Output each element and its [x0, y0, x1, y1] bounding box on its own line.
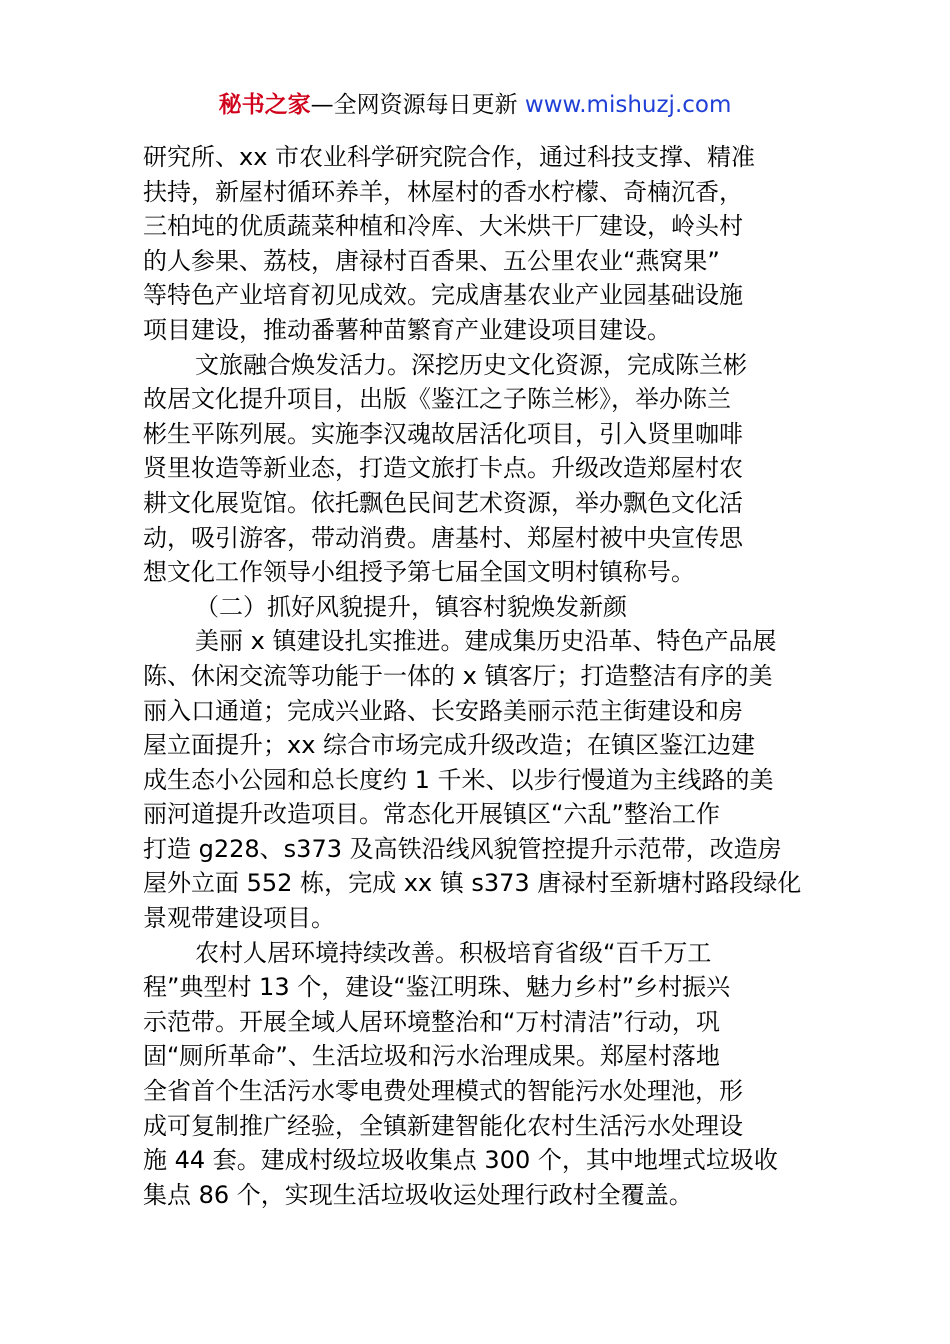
header-brand: 秘书之家	[218, 92, 311, 118]
text-line: 贤里妆造等新业态，打造文旅打卡点。升级改造郑屋村农	[143, 454, 743, 483]
page-header	[0, 88, 950, 122]
text-line: 的人参果、荔枝，唐禄村百香果、五公里农业“燕窝果”	[143, 246, 720, 275]
text-line: 研究所、xx 市农业科学研究院合作，通过科技支撑、精准	[143, 143, 756, 171]
paragraph-start-line: 农村人居环境持续改善。积极培育省级“百千万工	[195, 938, 712, 967]
text-line: 丽入口通道；完成兴业路、长安路美丽示范主街建设和房	[143, 696, 743, 725]
text-line: 屋立面提升；xx 综合市场完成升级改造；在镇区鉴江边建	[143, 731, 756, 760]
text-line: 示范带。开展全域人居环境整治和“万村清洁”行动，巩	[143, 1007, 720, 1036]
text-line: 打造 g228、s373 及高铁沿线风貌管控提升示范带，改造房	[143, 834, 782, 863]
text-line: 屋外立面 552 栋，完成 xx 镇 s373 唐禄村至新塘村路段绿化	[143, 869, 802, 898]
text-line: 耕文化展览馆。依托飘色民间艺术资源，举办飘色文化活	[143, 488, 743, 517]
text-line: 想文化工作领导小组授予第七届全国文明村镇称号。	[143, 558, 695, 587]
text-line: 彬生平陈列展。实施李汉魂故居活化项目，引入贤里咖啡	[143, 419, 743, 448]
document-body	[143, 140, 811, 1212]
text-line: 等特色产业培育初见成效。完成唐基农业产业园基础设施	[143, 281, 743, 310]
text-line: 陈、休闲交流等功能于一体的 x 镇客厅；打造整洁有序的美	[143, 661, 773, 690]
header-url-link[interactable]: www.mishuzj.com	[524, 92, 732, 118]
text-line: 成生态小公园和总长度约 1 千米、以步行慢道为主线路的美	[143, 765, 774, 794]
text-line: 集点 86 个，实现生活垃圾收运处理行政村全覆盖。	[143, 1180, 693, 1209]
text-line: 动，吸引游客，带动消费。唐基村、郑屋村被中央宣传思	[143, 523, 743, 552]
text-line: 全省首个生活污水零电费处理模式的智能污水处理池，形	[143, 1077, 743, 1106]
paragraph-start-line: 文旅融合焕发活力。深挖历史文化资源，完成陈兰彬	[195, 350, 747, 379]
text-line: 固“厕所革命”、生活垃圾和污水治理成果。郑屋村落地	[143, 1042, 720, 1071]
text-line: 丽河道提升改造项目。常态化开展镇区“六乱”整治工作	[143, 800, 720, 829]
paragraph-start-line: 美丽 x 镇建设扎实推进。建成集历史沿革、特色产品展	[195, 627, 777, 656]
text-line: 景观带建设项目。	[143, 904, 335, 933]
text-line: 项目建设，推动番薯种苗繁育产业建设项目建设。	[143, 315, 671, 344]
section-heading: （二）抓好风貌提升，镇容村貌焕发新颜	[195, 592, 627, 621]
text-line: 程”典型村 13 个，建设“鉴江明珠、魅力乡村”乡村振兴	[143, 973, 731, 1002]
text-line: 故居文化提升项目，出版《鉴江之子陈兰彬》，举办陈兰	[143, 385, 731, 414]
text-line: 成可复制推广经验，全镇新建智能化农村生活污水处理设	[143, 1111, 743, 1140]
header-tagline: —全网资源每日更新	[310, 92, 525, 118]
text-line: 三柏坉的优质蔬菜种植和冷库、大米烘干厂建设，岭头村	[143, 212, 743, 241]
text-line: 扶持，新屋村循环养羊，林屋村的香水柠檬、奇楠沉香，	[143, 177, 743, 206]
text-line: 施 44 套。建成村级垃圾收集点 300 个，其中地埋式垃圾收	[143, 1146, 778, 1175]
